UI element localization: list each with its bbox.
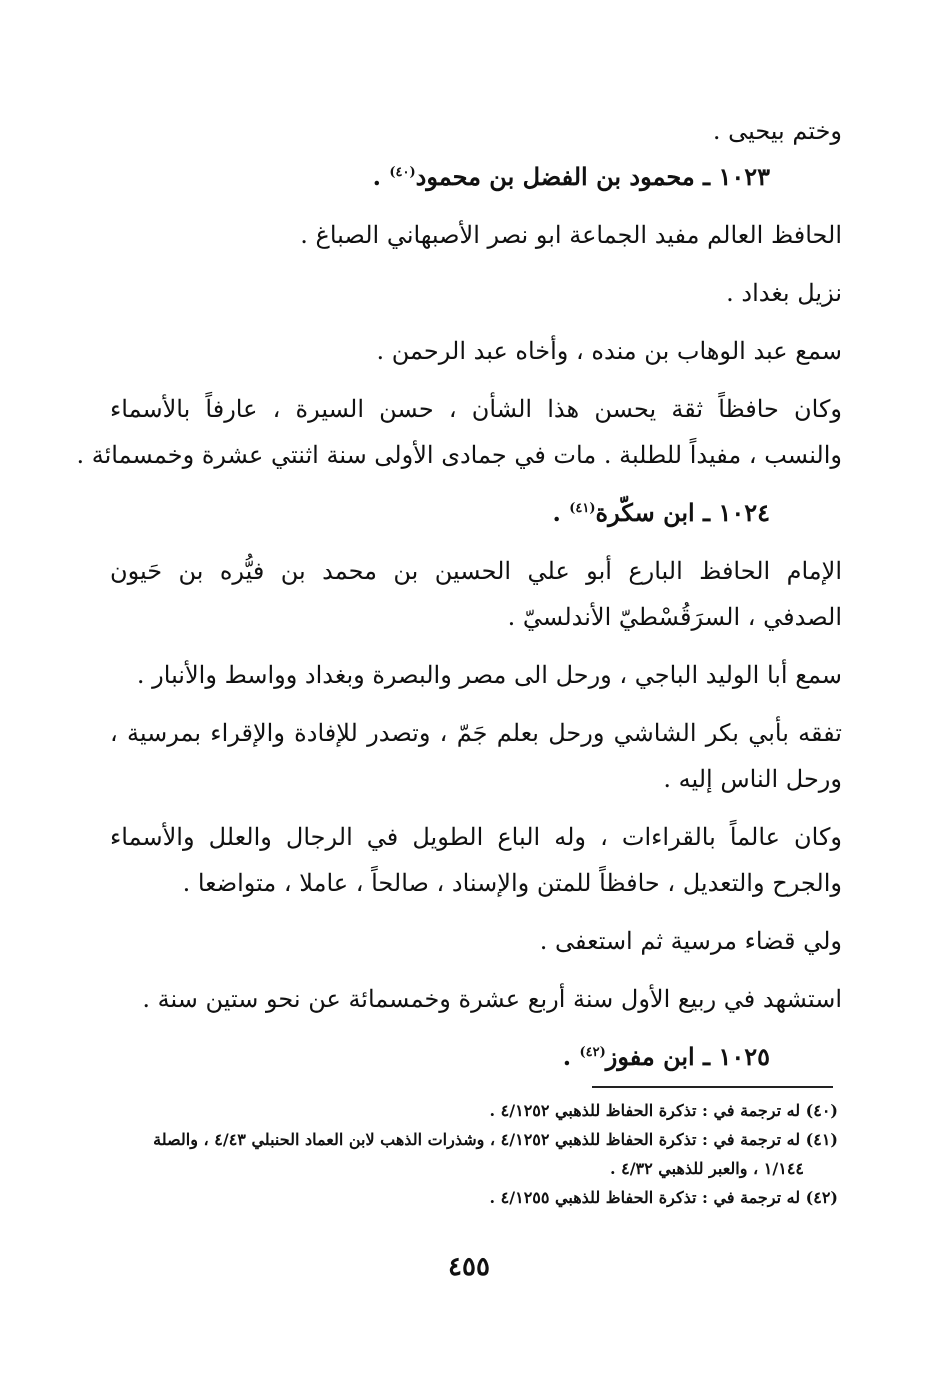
entry-punct: . (562, 1042, 580, 1071)
entry-heading-1024 (110, 490, 842, 536)
text-line: استشهد في ربيع الأول سنة أربع عشرة وخمسمائة عن نحو ستين سنة . (142, 985, 842, 1013)
text-line: سمع أبا الوليد الباجي ، ورحل الى مصر والبصرة وبغداد وواسط والأنبار . (136, 661, 842, 689)
entry-title: ١٠٢٣ ـ محمود بن الفضل بن محمود (415, 162, 770, 191)
entry-punct: . (552, 498, 570, 527)
entry-title: ١٠٢٥ ـ ابن مفوز (605, 1042, 770, 1071)
footnote-ref-40: (٤٠) (389, 165, 416, 180)
entry-heading-1025 (110, 1034, 842, 1080)
entry-heading-1023 (110, 154, 842, 200)
page-number: ٤٥٥ (448, 1252, 490, 1282)
footnote-separator (592, 1086, 833, 1088)
text-line: والنسب ، مفيداً للطلبة . مات في جمادى الأولى سنة اثنتي عشرة وخمسمائة . (76, 441, 842, 469)
text-line: ولي قضاء مرسية ثم استعفى . (539, 927, 842, 955)
text-line: وختم بيحيى . (712, 117, 842, 145)
text-line: سمع عبد الوهاب بن منده ، وأخاه عبد الرحمن . (376, 337, 842, 365)
text-line: الحافظ العالم مفيد الجماعة ابو نصر الأصبهاني الصباغ . (300, 221, 842, 249)
text-line: الإمام الحافظ البارع أبو علي الحسين بن محمد بن فيُّره بن حَيون (110, 557, 842, 585)
entry-title: ١٠٢٤ ـ ابن سكّرة (595, 498, 770, 527)
entry-punct: . (372, 162, 390, 191)
text-line: تفقه بأبي بكر الشاشي ورحل بعلم جَمّ ، وتصدر للإفادة والإقراء بمرسية ، (110, 719, 842, 747)
footnote-42: (٤٢) له ترجمة في : تذكرة الحفاظ للذهبي ٤/١٢٥٥ . (489, 1188, 838, 1207)
footnotes (110, 1096, 838, 1212)
main-text (76, 108, 842, 1080)
text-line: ورحل الناس إليه . (663, 765, 842, 793)
footnote-41-continued: ١/١٤٤ ، والعبر للذهبي ٤/٣٢ . (609, 1159, 804, 1178)
footnote-40: (٤٠) له ترجمة في : تذكرة الحفاظ للذهبي ٤/١٢٥٢ . (489, 1101, 838, 1120)
text-line: نزيل بغداد . (726, 279, 842, 307)
footnote-41: (٤١) له ترجمة في : تذكرة الحفاظ للذهبي ٤/١٢٥٢ ، وشذرات الذهب لابن العماد الحنبلي ٤/٤٣ ، والصلة (153, 1130, 838, 1149)
text-line: وكان حافظاً ثقة يحسن هذا الشأن ، حسن السيرة ، عارفاً بالأسماء (110, 395, 842, 423)
text-line: والجرح والتعديل ، حافظاً للمتن والإسناد ، صالحاً ، عاملا ، متواضعا . (182, 869, 842, 897)
text-line: الصدفي ، السرَقُسْطيّ الأندلسيّ . (507, 603, 842, 631)
footnote-ref-42: (٤٢) (579, 1045, 606, 1060)
text-line: وكان عالماً بالقراءات ، وله الباع الطويل في الرجال والعلل والأسماء (110, 823, 842, 851)
footnote-ref-41: (٤١) (569, 501, 596, 516)
